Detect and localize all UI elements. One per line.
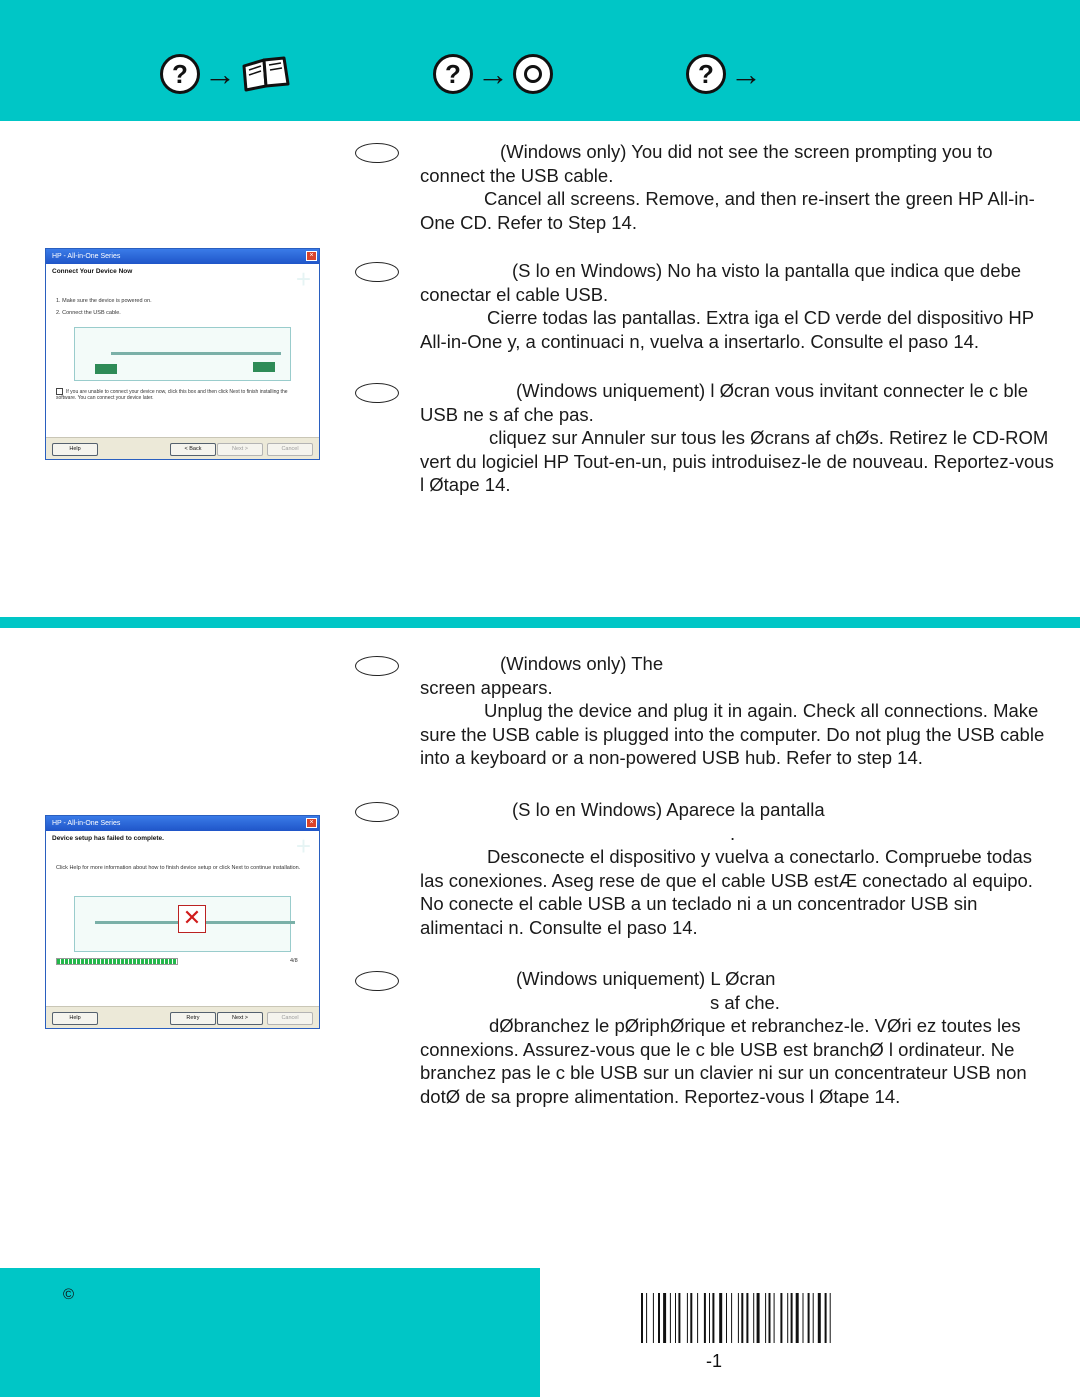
help-button: Help bbox=[52, 443, 98, 456]
language-badge-es bbox=[355, 802, 399, 822]
section2-fr-issue-line2: s af che. bbox=[710, 991, 780, 1013]
plus-decoration-icon: + bbox=[295, 264, 311, 294]
section2-en-solution: Unplug the device and plug it in again. Check all connections. Make sure the USB cable is plugged into the computer. Do not plug the USB cable into a keyboard or a non-powered USB hub. Refer to step 14. bbox=[420, 700, 1045, 768]
barcode-stripe bbox=[658, 1293, 660, 1343]
section2-es-solution: Desconecte el dispositivo y vuelva a conectarlo. Compruebe todas las conexiones. Aseg rese de que el cable USB estÆ conectado al equipo. No conecte el cable USB a un teclado ni a un concentrador USB sin alimentaci n. Consulte el paso 14. bbox=[420, 846, 1033, 938]
dialog-checkbox-text: If you are unable to connect your device now, click this box and then click Next to finish installing the software. You can connect your device later. bbox=[56, 388, 288, 401]
section1-en-issue: (Windows only) You did not see the screen prompting you to connect the USB cable. bbox=[420, 141, 993, 186]
dialog-footer bbox=[46, 437, 319, 460]
barcode-stripe bbox=[690, 1293, 692, 1343]
section1-es-issue: (S lo en Windows) No ha visto la pantalla que indica que debe conectar el cable USB. bbox=[420, 260, 1022, 305]
dialog-checkbox bbox=[56, 388, 63, 395]
plus-decoration-icon: + bbox=[295, 831, 311, 861]
barcode-stripe bbox=[641, 1293, 643, 1343]
dialog-title-bar bbox=[46, 249, 319, 264]
barcode-stripe bbox=[678, 1293, 680, 1343]
section2-es-issue-line1: (S lo en Windows) Aparece la pantalla bbox=[512, 799, 825, 820]
barcode-stripe bbox=[726, 1293, 727, 1343]
progress-bar bbox=[56, 958, 178, 965]
barcode-stripe bbox=[738, 1293, 739, 1343]
dialog-heading: Device setup has failed to complete. bbox=[52, 835, 164, 842]
connect-device-dialog bbox=[45, 248, 320, 460]
barcode-stripe bbox=[753, 1293, 754, 1343]
barcode-stripe bbox=[813, 1293, 814, 1343]
usb-failure-illustration bbox=[74, 896, 291, 952]
book-icon bbox=[240, 56, 292, 92]
section1-fr-issue: (Windows uniquement) l Øcran vous invitant connecter le c ble USB ne s af che pas. bbox=[420, 380, 1029, 425]
barcode-stripe bbox=[646, 1293, 647, 1343]
section1-fr bbox=[420, 379, 1060, 497]
barcode-stripe bbox=[769, 1293, 771, 1343]
barcode-stripe bbox=[787, 1293, 788, 1343]
dialog-body bbox=[46, 264, 319, 437]
section1-es bbox=[420, 259, 1060, 353]
dialog-heading: Connect Your Device Now bbox=[52, 268, 133, 275]
part-number: -1 bbox=[706, 1351, 723, 1371]
icon-group-cd bbox=[433, 53, 553, 95]
barcode-stripe bbox=[757, 1293, 760, 1343]
language-badge-es bbox=[355, 262, 399, 282]
setup-failed-dialog bbox=[45, 815, 320, 1029]
barcode-stripe bbox=[653, 1293, 654, 1343]
cd-icon bbox=[513, 54, 553, 94]
icon-group-web bbox=[686, 53, 766, 95]
dialog-info: Click Help for more information about how to finish device setup or click Next to continue installation. bbox=[56, 865, 301, 871]
section2-en bbox=[420, 652, 1060, 770]
dialog-checkbox-label bbox=[46, 387, 319, 402]
barcode-stripe bbox=[709, 1293, 710, 1343]
section2-en-issue-line1: (Windows only) The bbox=[500, 653, 664, 674]
retry-button: Retry bbox=[170, 1012, 216, 1025]
close-icon: × bbox=[306, 818, 317, 828]
usb-cable-graphic bbox=[111, 352, 281, 355]
barcode-stripe bbox=[808, 1293, 810, 1343]
barcode-stripe bbox=[791, 1293, 793, 1343]
arrow-right-icon: → bbox=[204, 56, 236, 92]
dialog-step-2: 2. Connect the USB cable. bbox=[56, 310, 121, 316]
arrow-right-icon: → bbox=[730, 56, 762, 92]
cancel-button: Cancel bbox=[267, 1012, 313, 1025]
dialog-step-1: 1. Make sure the device is powered on. bbox=[56, 298, 152, 304]
dialog-body bbox=[46, 831, 319, 1006]
barcode-stripe bbox=[712, 1293, 714, 1343]
barcode-stripe bbox=[774, 1293, 775, 1343]
barcode-stripe bbox=[741, 1293, 743, 1343]
green-arrow-icon bbox=[95, 364, 117, 374]
barcode-stripe bbox=[803, 1293, 804, 1343]
barcode-image bbox=[641, 1293, 889, 1343]
language-badge-en bbox=[355, 143, 399, 163]
section1-en-solution: Cancel all screens. Remove, and then re-insert the green HP All-in-One CD. Refer to Step 14. bbox=[420, 188, 1035, 233]
next-button: Next > bbox=[217, 1012, 263, 1025]
section2-fr-issue-line1: (Windows uniquement) L Øcran bbox=[516, 968, 776, 989]
progress-row bbox=[56, 958, 309, 964]
section2-fr bbox=[420, 967, 1060, 1108]
section1-fr-solution: cliquez sur Annuler sur tous les Øcrans af chØs. Retirez le CD-ROM vert du logiciel HP Tout-en-un, puis introduisez-le de nouveau. Reportez-vous l Øtape 14. bbox=[420, 427, 1054, 495]
barcode-stripe bbox=[830, 1293, 831, 1343]
section1-en bbox=[420, 140, 1060, 234]
barcode-stripe bbox=[719, 1293, 722, 1343]
barcode-stripe bbox=[704, 1293, 706, 1343]
section2-es bbox=[420, 798, 1060, 939]
icon-group-book bbox=[160, 53, 292, 95]
green-arrow-icon bbox=[253, 362, 275, 372]
barcode-stripe bbox=[697, 1293, 698, 1343]
barcode-stripe bbox=[675, 1293, 676, 1343]
dialog-title-bar bbox=[46, 816, 319, 831]
next-button: Next > bbox=[217, 443, 263, 456]
question-circle-icon: ? bbox=[160, 54, 200, 94]
section-divider bbox=[0, 617, 1080, 628]
error-x-icon: ✕ bbox=[178, 905, 206, 933]
section2-es-issue-line2: . bbox=[730, 822, 736, 844]
help-button: Help bbox=[52, 1012, 98, 1025]
cancel-button: Cancel bbox=[267, 443, 313, 456]
section2-en-issue-line2: screen appears. bbox=[420, 676, 553, 698]
barcode-stripe bbox=[825, 1293, 827, 1343]
usb-illustration bbox=[74, 327, 291, 381]
back-button: < Back bbox=[170, 443, 216, 456]
footer-band bbox=[0, 1268, 540, 1397]
language-badge-fr bbox=[355, 971, 399, 991]
barcode-stripe bbox=[663, 1293, 666, 1343]
section1-es-solution: Cierre todas las pantallas. Extra iga el CD verde del dispositivo HP All-in-One y, a continuaci n, vuelva a insertarlo. Consulte el paso 14. bbox=[420, 307, 1034, 352]
barcode-stripe bbox=[670, 1293, 671, 1343]
question-circle-icon: ? bbox=[433, 54, 473, 94]
barcode-stripe bbox=[796, 1293, 799, 1343]
copyright-symbol: © bbox=[63, 1286, 75, 1303]
barcode-stripe bbox=[780, 1293, 782, 1343]
close-icon: × bbox=[306, 251, 317, 261]
language-badge-fr bbox=[355, 383, 399, 403]
barcode-stripe bbox=[731, 1293, 732, 1343]
progress-value: 4/8 bbox=[290, 958, 298, 964]
language-badge-en bbox=[355, 656, 399, 676]
barcode-stripe bbox=[818, 1293, 821, 1343]
section2-fr-solution: dØbranchez le pØriphØrique et rebranchez-le. VØri ez toutes les connexions. Assurez-vous que le c ble USB est branchØ l ordinateur. Ne branchez pas le c ble USB sur un clavier ni sur un concentrateur USB non dotØ de sa propre alimentation. Reportez-vous l Øtape 14. bbox=[420, 1015, 1027, 1107]
barcode-stripe bbox=[765, 1293, 766, 1343]
question-circle-icon: ? bbox=[686, 54, 726, 94]
dialog-footer bbox=[46, 1006, 319, 1029]
arrow-right-icon: → bbox=[477, 56, 509, 92]
barcode-stripe bbox=[687, 1293, 688, 1343]
dialog-title: HP - All-in-One Series bbox=[52, 253, 121, 260]
barcode-stripe bbox=[746, 1293, 748, 1343]
dialog-title: HP - All-in-One Series bbox=[52, 820, 121, 827]
